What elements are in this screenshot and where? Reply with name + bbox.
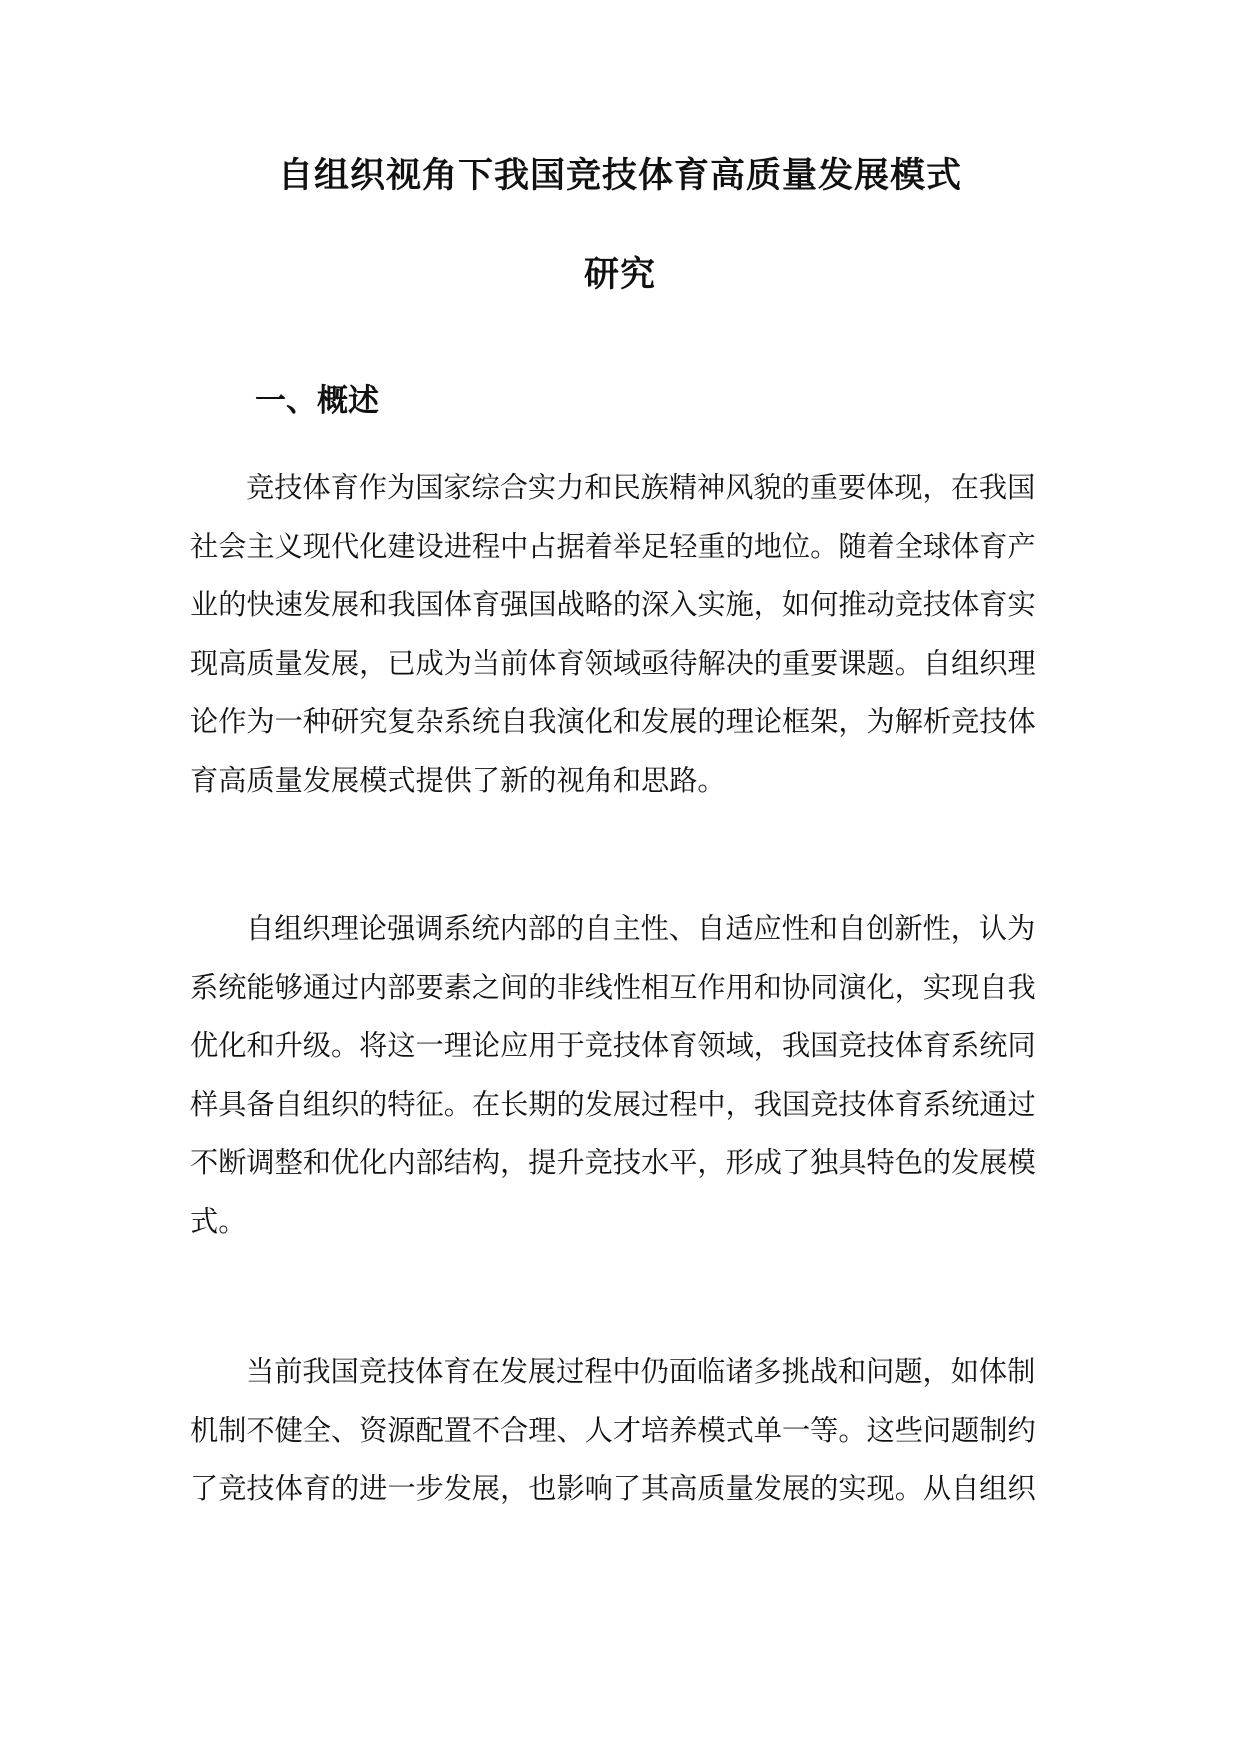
paragraph-line: 当前我国竞技体育在发展过程中仍面临诸多挑战和问题，如体制 (246, 1355, 1036, 1388)
paragraph-line: 社会主义现代化建设进程中占据着举足轻重的地位。随着全球体育产 (190, 529, 1036, 563)
section-heading: 一、概述 (255, 383, 379, 419)
paragraph-line: 育高质量发展模式提供了新的视角和思路。 (190, 763, 726, 797)
paragraph-line: 优化和升级。将这一理论应用于竞技体育领域，我国竞技体育系统同 (190, 1029, 1036, 1062)
paragraph-line: 竞技体育作为国家综合实力和民族精神风貌的重要体现，在我国 (246, 471, 1036, 504)
document-title-line-1: 自组织视角下我国竞技体育高质量发展模式 (277, 155, 962, 196)
paragraph-line: 系统能够通过内部要素之间的非线性相互作用和协同演化，实现自我 (190, 970, 1036, 1004)
paragraph-1 (190, 459, 1054, 810)
paragraph-3 (190, 1343, 1054, 1519)
paragraph-line: 机制不健全、资源配置不合理、人才培养模式单一等。这些问题制约 (190, 1413, 1036, 1447)
paragraph-line: 式。 (190, 1204, 247, 1238)
paragraph-line: 不断调整和优化内部结构，提升竞技水平，形成了独具特色的发展模 (190, 1146, 1036, 1179)
paragraph-line: 业的快速发展和我国体育强国战略的深入实施，如何推动竞技体育实 (190, 588, 1036, 621)
paragraph-line: 样具备自组织的特征。在长期的发展过程中，我国竞技体育系统通过 (190, 1087, 1036, 1121)
paragraph-2 (190, 900, 1054, 1251)
paragraph-line: 自组织理论强调系统内部的自主性、自适应性和自创新性，认为 (246, 912, 1036, 945)
paragraph-line: 现高质量发展，已成为当前体育领域亟待解决的重要课题。自组织理 (190, 646, 1036, 680)
document-title-line-2: 研究 (583, 254, 656, 295)
paragraph-line: 论作为一种研究复杂系统自我演化和发展的理论框架，为解析竞技体 (190, 705, 1036, 738)
paragraph-line: 了竞技体育的进一步发展，也影响了其高质量发展的实现。从自组织 (190, 1472, 1036, 1505)
